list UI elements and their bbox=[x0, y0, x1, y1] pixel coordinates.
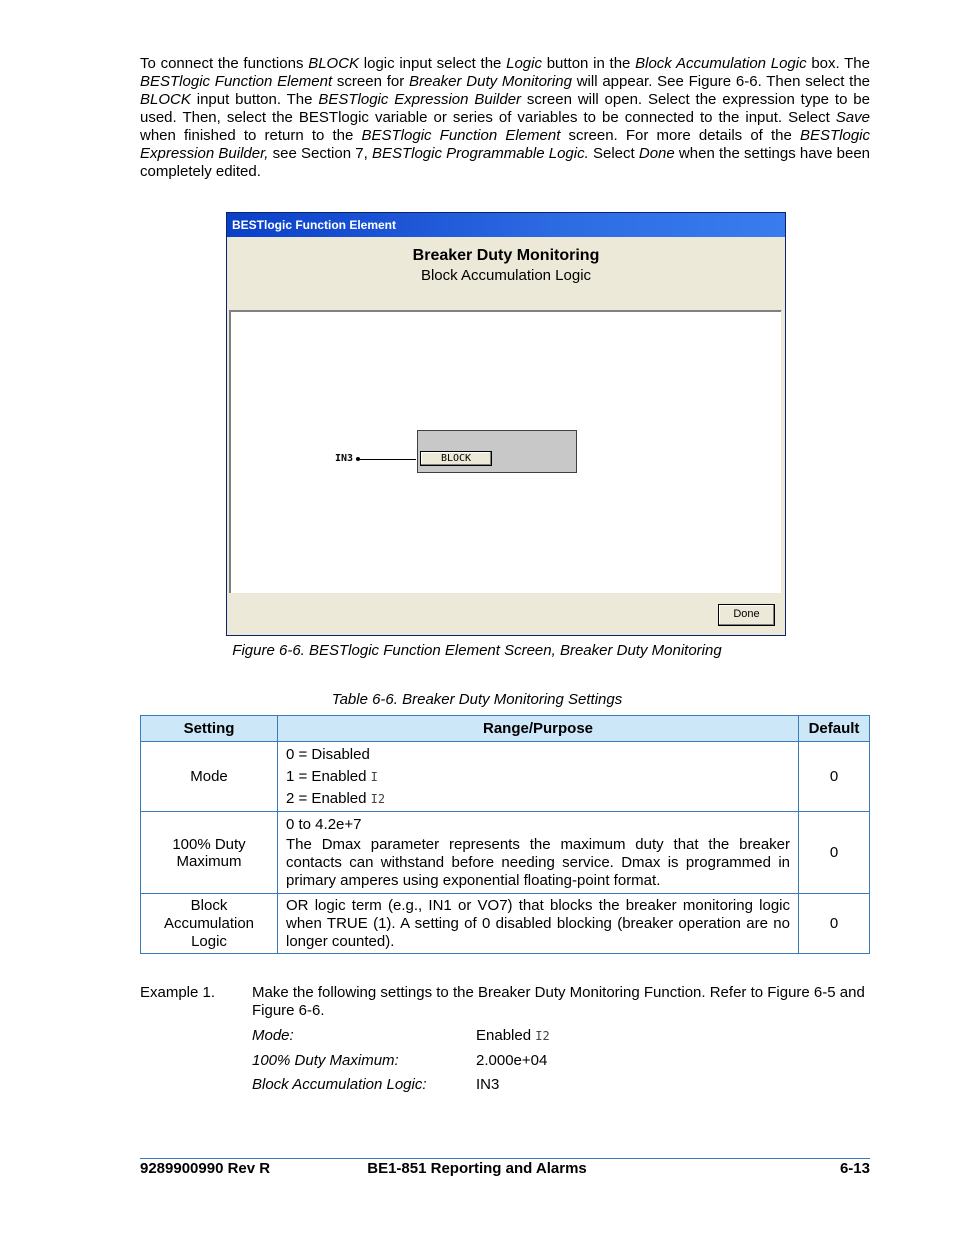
example-row bbox=[252, 1076, 499, 1094]
table-row bbox=[141, 742, 870, 812]
header-setting: Setting bbox=[141, 716, 278, 742]
table-caption: Table 6-6. Breaker Duty Monitoring Settings bbox=[331, 691, 623, 708]
footer-page-number: 6-13 bbox=[839, 1160, 870, 1177]
intro-text: will appear. See Figure 6-6. Then select the bbox=[571, 73, 871, 90]
range-line-mono: I bbox=[370, 769, 378, 784]
footer-divider bbox=[140, 1158, 870, 1159]
intro-text: screen will open. Select the expression type to be used. Then, select the BESTlogic variable or series of variables to be connected to the input. Select bbox=[140, 91, 870, 126]
intro-emphasis: Breaker Duty Monitoring bbox=[409, 73, 572, 90]
logic-block bbox=[417, 430, 577, 473]
block-input-button[interactable]: BLOCK bbox=[420, 451, 492, 466]
range-desc: OR logic term (e.g., IN1 or VO7) that blocks the breaker monitoring logic when TRUE (1). A setting of 0 disabled blocking (breaker operation are no longer counted). bbox=[286, 896, 790, 950]
default-cell: 0 bbox=[799, 894, 870, 954]
window-heading: Breaker Duty Monitoring bbox=[412, 247, 600, 264]
range-cell bbox=[278, 812, 799, 894]
range-line bbox=[286, 790, 790, 808]
intro-text: Select bbox=[588, 145, 639, 162]
example-value: IN3 bbox=[476, 1076, 500, 1093]
intro-text: button in the bbox=[541, 55, 636, 72]
intro-text: screen. For more details of the bbox=[560, 127, 800, 144]
intro-text: see Section 7, bbox=[268, 145, 372, 162]
footer-title: BE1-851 Reporting and Alarms bbox=[367, 1160, 587, 1177]
intro-text: when finished to return to the bbox=[140, 127, 362, 144]
range-cell bbox=[278, 894, 799, 954]
intro-text: To connect the functions bbox=[140, 55, 309, 72]
range-line-text: 1 = Enabled bbox=[286, 767, 371, 785]
example-row bbox=[252, 1052, 547, 1070]
header-default: Default bbox=[799, 716, 870, 742]
example-text: Make the following settings to the Breaker Duty Monitoring Function. Refer to Figure 6-5 and Figure 6-6. bbox=[252, 984, 865, 1019]
footer-doc-number: 9289900990 Rev R bbox=[140, 1160, 271, 1177]
range-line-mono: I2 bbox=[370, 791, 386, 806]
window-title: BESTlogic Function Element bbox=[227, 213, 785, 237]
default-cell: 0 bbox=[799, 742, 870, 812]
example-key: Block Accumulation Logic: bbox=[252, 1076, 427, 1093]
example-value: 2.000e+04 bbox=[476, 1052, 548, 1069]
example-row bbox=[252, 1027, 550, 1045]
intro-emphasis: Save bbox=[835, 109, 870, 126]
intro-text: logic input select the bbox=[359, 55, 507, 72]
intro-text: box. The bbox=[806, 55, 870, 72]
example-key: 100% Duty Maximum: bbox=[252, 1052, 399, 1069]
intro-emphasis: BESTlogic Expression Builder bbox=[318, 91, 522, 108]
table-header-row bbox=[141, 716, 870, 742]
intro-emphasis: BLOCK bbox=[140, 91, 191, 108]
intro-emphasis: BESTlogic Expression Builder, bbox=[140, 127, 871, 162]
intro-text: when the settings have been completely edited. bbox=[140, 145, 871, 180]
intro-emphasis: BESTlogic Function Element bbox=[361, 127, 561, 144]
logic-canvas bbox=[229, 310, 781, 593]
range-cell bbox=[278, 742, 799, 812]
intro-emphasis: BESTlogic Programmable Logic. bbox=[371, 145, 589, 162]
intro-emphasis: BLOCK bbox=[308, 55, 360, 72]
header-range: Range/Purpose bbox=[278, 716, 799, 742]
range-line: 0 to 4.2e+7 bbox=[286, 815, 362, 833]
done-button[interactable]: Done bbox=[718, 604, 775, 626]
intro-emphasis: BESTlogic Function Element bbox=[140, 73, 333, 90]
range-line bbox=[286, 768, 790, 786]
table-row bbox=[141, 812, 870, 894]
setting-cell: Mode bbox=[141, 742, 278, 812]
window-subheading: Block Accumulation Logic bbox=[420, 267, 592, 284]
function-element-window bbox=[226, 212, 786, 636]
intro-emphasis: Done bbox=[638, 145, 675, 162]
range-desc: The Dmax parameter represents the maximum duty that the breaker contacts can withstand before needing service. Dmax is programmed in primary amperes using exponential floating-point format. bbox=[286, 835, 790, 889]
input-label: IN3 bbox=[335, 453, 354, 464]
figure-caption: Figure 6-6. BESTlogic Function Element Screen, Breaker Duty Monitoring bbox=[232, 642, 722, 659]
input-connector-line bbox=[358, 459, 416, 460]
example-key: Mode: bbox=[252, 1027, 294, 1044]
range-line: 0 = Disabled bbox=[286, 745, 370, 763]
settings-table bbox=[140, 715, 870, 954]
example-value: Enabled bbox=[476, 1027, 536, 1044]
table-row bbox=[141, 894, 870, 954]
example-label: Example 1. bbox=[140, 984, 216, 1001]
setting-cell: Block Accumulation Logic bbox=[141, 894, 278, 954]
window-header bbox=[230, 237, 782, 311]
example-value-mono: I2 bbox=[535, 1029, 550, 1043]
range-line-text: 2 = Enabled bbox=[286, 789, 371, 807]
intro-paragraph bbox=[140, 55, 870, 181]
default-cell: 0 bbox=[799, 812, 870, 894]
intro-text: screen for bbox=[332, 73, 409, 90]
intro-emphasis: Logic bbox=[506, 55, 542, 72]
intro-emphasis: Block Accumulation Logic bbox=[635, 55, 807, 72]
setting-cell: 100% Duty Maximum bbox=[141, 812, 278, 894]
intro-text: input button. The bbox=[190, 91, 319, 108]
